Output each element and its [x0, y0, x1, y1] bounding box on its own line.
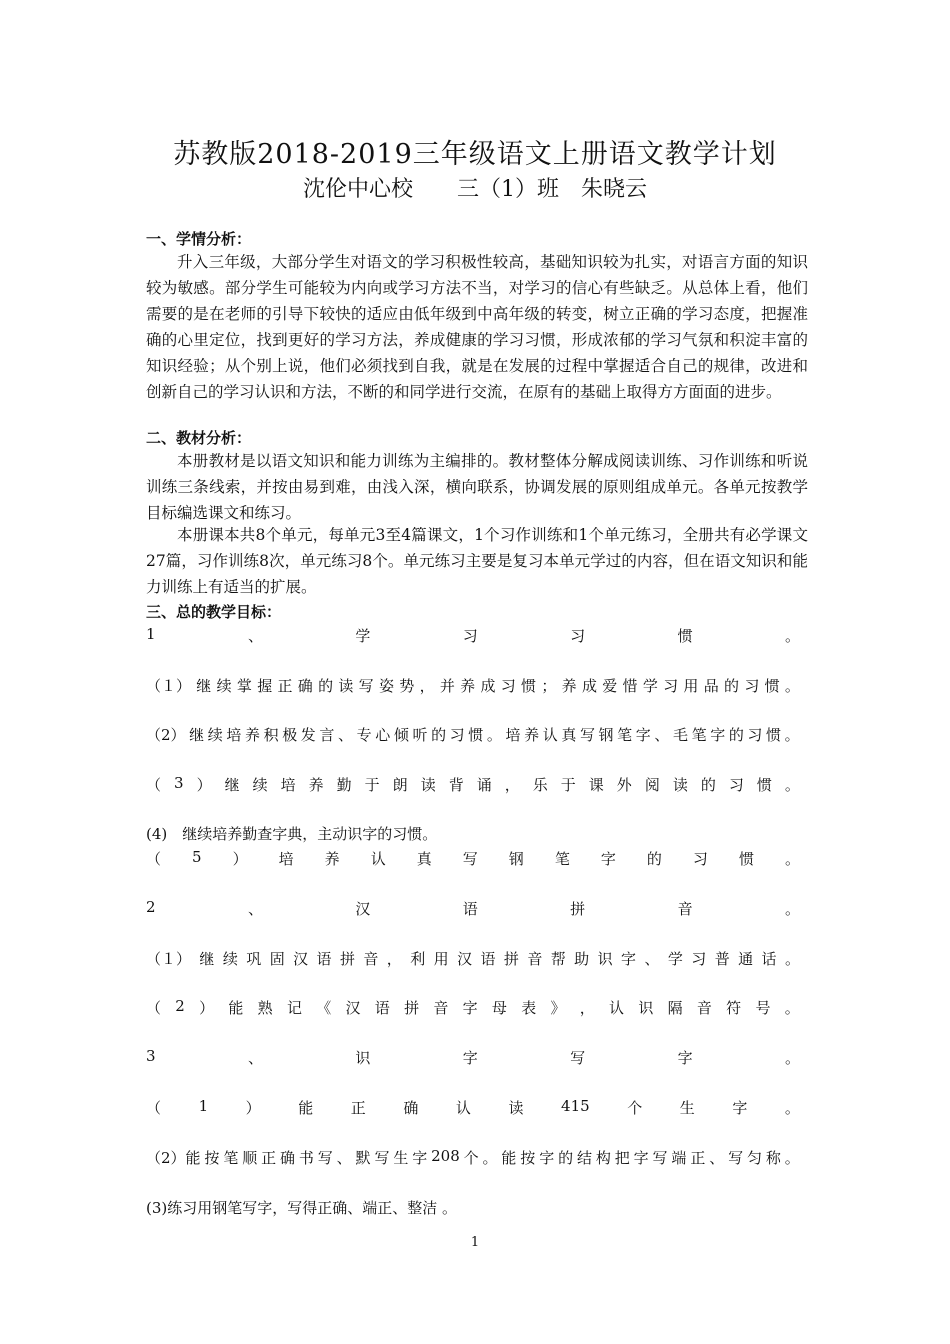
goal-token: 。: [784, 1099, 800, 1117]
goal-token: 笔: [691, 726, 707, 744]
goal-line: [146, 997, 800, 1018]
goal-token: 识: [638, 999, 654, 1017]
goal-token: 培: [505, 726, 521, 744]
goal-token: 继: [199, 950, 215, 968]
goal-token: 音: [433, 999, 449, 1017]
goal-token: 习: [728, 776, 744, 794]
goal-token: 、: [709, 1149, 725, 1167]
goal-token: 笔: [554, 850, 570, 868]
goal-token: 认: [609, 999, 625, 1017]
goal-token: 。: [486, 726, 502, 744]
goal-token: ，: [504, 776, 520, 794]
goal-token: ，: [419, 677, 435, 695]
goal-token: 的: [700, 776, 716, 794]
goal-token: 培: [226, 726, 242, 744]
goal-token: 成: [480, 677, 496, 695]
goal-line: (4) 继续培养勤查字典，主动识字的习惯。: [146, 825, 438, 843]
goal-token: 的: [646, 850, 662, 868]
goal-token: 、: [247, 627, 263, 645]
goal-token: 。: [784, 900, 800, 918]
goal-token: 学: [667, 950, 683, 968]
section-heading-1: 一、学情分析：: [146, 230, 252, 248]
goal-token: 读: [672, 776, 688, 794]
goal-token: 势: [399, 677, 415, 695]
goal-token: 极: [282, 726, 298, 744]
goal-token: 养: [324, 850, 340, 868]
goal-token: 品: [703, 677, 719, 695]
goal-token: 确: [403, 1099, 419, 1117]
goal-token: 写: [570, 1049, 586, 1067]
goal-token: 2: [175, 997, 185, 1015]
goal-token: 继: [196, 677, 212, 695]
goal-token: 。: [784, 627, 800, 645]
goal-token: 字: [732, 1099, 748, 1117]
goal-token: 字: [635, 726, 651, 744]
section-heading-2: 二、教材分析：: [146, 429, 252, 447]
goal-token: 。: [784, 776, 800, 794]
goal-token: 的: [724, 677, 740, 695]
goal-token: 表: [521, 999, 537, 1017]
goal-token: 音: [696, 999, 712, 1017]
goal-token: 。: [784, 726, 800, 744]
goal-token: 、: [338, 726, 354, 744]
goal-token: 字: [621, 950, 637, 968]
goal-token: 钢: [598, 726, 614, 744]
goal-line: [146, 948, 800, 969]
goal-line: [146, 1097, 800, 1118]
goal-token: 按: [520, 1149, 536, 1167]
goal-token: 用: [683, 677, 699, 695]
goal-token: 字: [633, 1149, 649, 1167]
goal-line: [146, 1147, 800, 1168]
goal-token: ）: [232, 850, 248, 868]
goal-token: 母: [491, 999, 507, 1017]
goal-token: 写: [579, 726, 595, 744]
goal-token: 号: [755, 999, 771, 1017]
goal-token: 称: [765, 1149, 781, 1167]
goal-token: 读: [508, 1099, 524, 1117]
goal-token: 。: [784, 1149, 800, 1167]
goal-token: 普: [714, 950, 730, 968]
goal-token: 学: [642, 677, 658, 695]
goal-token: 确: [279, 1149, 295, 1167]
goal-token: 续: [222, 950, 238, 968]
goal-token: 认: [370, 850, 386, 868]
goal-token: 正: [277, 677, 293, 695]
goal-token: 真: [561, 726, 577, 744]
goal-token: 书: [298, 1149, 314, 1167]
goal-token: 识: [597, 950, 613, 968]
goal-token: 巩: [246, 950, 262, 968]
goal-token: 习: [570, 627, 586, 645]
goal-token: 顺: [242, 1149, 258, 1167]
goal-token: 专: [356, 726, 372, 744]
goal-token: 毛: [672, 726, 688, 744]
goal-token: 字: [412, 1149, 428, 1167]
goal-token: 养: [308, 776, 324, 794]
goal-token: 姿: [378, 677, 394, 695]
goal-token: 习: [691, 950, 707, 968]
goal-token: 语: [480, 950, 496, 968]
goal-token: 习: [747, 726, 763, 744]
goal-token: 勤: [336, 776, 352, 794]
goal-token: 415: [561, 1097, 590, 1115]
goal-token: 字: [600, 850, 616, 868]
goal-token: 、: [247, 1049, 263, 1067]
goal-token: 3: [146, 1047, 156, 1065]
goal-token: 、: [247, 900, 263, 918]
goal-token: 握: [257, 677, 273, 695]
goal-token: ，: [386, 950, 402, 968]
goal-token: 通: [738, 950, 754, 968]
goal-token: 《: [316, 999, 332, 1017]
goal-line: [146, 774, 800, 795]
goal-token: 培: [278, 850, 294, 868]
goal-token: 拼: [404, 999, 420, 1017]
goal-token: 生: [393, 1149, 409, 1167]
goal-token: 养: [460, 677, 476, 695]
goal-token: 识: [355, 1049, 371, 1067]
goal-token: 读: [420, 776, 436, 794]
goal-token: 个: [463, 1149, 479, 1167]
goal-token: 习: [462, 627, 478, 645]
goal-token: 字: [539, 1149, 555, 1167]
goal-token: 字: [462, 1049, 478, 1067]
goal-token: 养: [524, 726, 540, 744]
goal-token: 于: [560, 776, 576, 794]
goal-line: [146, 898, 800, 919]
goal-token: 并: [439, 677, 455, 695]
goal-token: 习: [663, 677, 679, 695]
goal-token: 。: [784, 999, 800, 1017]
goal-token: 惯: [764, 677, 780, 695]
goal-token: 正: [261, 1149, 277, 1167]
goal-token: 助: [574, 950, 590, 968]
goal-token: 帮: [550, 950, 566, 968]
goal-token: 用: [433, 950, 449, 968]
goal-token: 写: [374, 1149, 390, 1167]
goal-token: 语: [462, 900, 478, 918]
goal-token: 语: [316, 950, 332, 968]
goal-token: 认: [455, 1099, 471, 1117]
goal-token: 笔: [617, 726, 633, 744]
goal-token: 发: [300, 726, 316, 744]
goal-token: 、: [654, 726, 670, 744]
goal-token: 惯: [738, 850, 754, 868]
goal-token: 爱: [602, 677, 618, 695]
goal-token: 写: [358, 677, 374, 695]
goal-token: （: [146, 1099, 162, 1117]
goal-token: 朗: [392, 776, 408, 794]
goal-token: 倾: [393, 726, 409, 744]
goal-token: 端: [671, 1149, 687, 1167]
goal-token: 。: [784, 1049, 800, 1067]
goal-line: [146, 848, 800, 869]
goal-token: 继: [189, 726, 205, 744]
goal-token: 习: [500, 677, 516, 695]
goal-line: (3)练习用钢笔写字，写得正确、端正、整洁 。: [146, 1199, 458, 1217]
goal-token: 读: [338, 677, 354, 695]
goal-token: 拼: [570, 900, 586, 918]
goal-token: 拼: [339, 950, 355, 968]
goal-line: [146, 1047, 800, 1068]
goal-token: 惜: [622, 677, 638, 695]
goal-line: [146, 724, 800, 745]
goal-token: ；: [541, 677, 557, 695]
goal-token: 能: [501, 1149, 517, 1167]
goal-token: 汉: [355, 900, 371, 918]
goal-token: 汉: [345, 999, 361, 1017]
goal-token: 1: [146, 625, 156, 643]
goal-token: （１）: [146, 950, 192, 968]
goal-token: 掌: [236, 677, 252, 695]
goal-token: 课: [588, 776, 604, 794]
goal-token: 学: [355, 627, 371, 645]
goal-token: 正: [690, 1149, 706, 1167]
goal-token: 个: [627, 1099, 643, 1117]
goal-token: 心: [375, 726, 391, 744]
goal-token: 听: [412, 726, 428, 744]
goal-token: 》: [550, 999, 566, 1017]
goal-token: 诵: [476, 776, 492, 794]
goal-token: 拼: [503, 950, 519, 968]
goal-token: 汉: [457, 950, 473, 968]
goal-token: 的: [431, 726, 447, 744]
goal-token: 字: [710, 726, 726, 744]
goal-token: 汉: [293, 950, 309, 968]
goal-token: 认: [542, 726, 558, 744]
goal-token: 乐: [532, 776, 548, 794]
goal-token: 惯: [756, 776, 772, 794]
goal-token: 熟: [257, 999, 273, 1017]
document-title: 苏教版2018-2019三年级语文上册语文教学计划: [173, 139, 777, 170]
goal-token: 构: [595, 1149, 611, 1167]
goal-token: 能: [298, 1099, 314, 1117]
goal-token: 写: [652, 1149, 668, 1167]
goal-token: 话: [761, 950, 777, 968]
goal-token: 续: [207, 726, 223, 744]
goal-token: 2: [146, 898, 156, 916]
goal-token: 能: [228, 999, 244, 1017]
document-subtitle: 沈伦中心校 三（1）班 朱晓云: [303, 177, 647, 202]
goal-token: 真: [416, 850, 432, 868]
goal-token: 固: [269, 950, 285, 968]
goal-token: 笔: [223, 1149, 239, 1167]
goal-token: 惯: [468, 726, 484, 744]
goal-token: 按: [204, 1149, 220, 1167]
goal-token: 结: [576, 1149, 592, 1167]
goal-token: 匀: [746, 1149, 762, 1167]
goal-token: 符: [726, 999, 742, 1017]
goal-token: 、: [336, 1149, 352, 1167]
goal-token: 惯: [677, 627, 693, 645]
goal-token: （１）: [146, 677, 192, 695]
goal-token: 208: [431, 1147, 460, 1165]
goal-token: 培: [280, 776, 296, 794]
goal-token: 。: [784, 677, 800, 695]
goal-token: 阅: [644, 776, 660, 794]
goal-token: 正: [350, 1099, 366, 1117]
goal-token: ）: [196, 776, 212, 794]
goal-token: 。: [482, 1149, 498, 1167]
goal-token: 音: [363, 950, 379, 968]
section-1-paragraph: 升入三年级，大部分学生对语文的学习积极性较高，基础知识较为扎实，对语言方面的知识较为敏感。部分学生可能较为内向或学习方法不当，对学习的信心有些缺乏。从总体上看，他们需要的是在老师的引导下较快的适应由低年级到中高年级的转变，树立正确的学习态度，把握准确的心里定位，找到更好的学习方法，养成健康的学习习惯，形成浓郁的学习气氛和积淀丰富的知识经验；从个别上说，他们必须找到自我，就是在发展的过程中掌握适合自己的规律，改进和创新自己的学习认识和方法，不断的和同学进行交流，在原有的基础上取得方方面面的进步。: [146, 253, 808, 401]
goal-token: 的: [558, 1149, 574, 1167]
goal-token: 1: [198, 1097, 209, 1115]
goal-token: ，: [579, 999, 595, 1017]
goal-token: （2）能: [146, 1149, 201, 1167]
goal-token: （: [146, 999, 162, 1017]
goal-token: （: [146, 776, 162, 794]
goal-token: 隔: [667, 999, 683, 1017]
goal-token: 3: [174, 774, 184, 792]
goal-token: 积: [263, 726, 279, 744]
goal-token: 的: [318, 677, 334, 695]
goal-token: 字: [677, 1049, 693, 1067]
goal-token: 记: [286, 999, 302, 1017]
goal-token: 继: [224, 776, 240, 794]
goal-token: 钢: [508, 850, 524, 868]
goal-token: 字: [462, 999, 478, 1017]
goal-token: 养: [561, 677, 577, 695]
goal-token: 音: [527, 950, 543, 968]
goal-token: ）: [245, 1099, 261, 1117]
goal-token: 5: [192, 848, 202, 866]
goal-token: 默: [355, 1149, 371, 1167]
page-number: 1: [470, 1235, 480, 1250]
section-2-paragraph-1: 本册教材是以语文知识和能力训练为主编排的。教材整体分解成阅读训练、习作训练和听说训练三条线索，并按由易到难，由浅入深，横向联系，协调发展的原则组成单元。各单元按教学目标编选课文和练习。: [146, 452, 808, 522]
section-2-paragraph-2: 本册课本共8个单元，每单元3至4篇课文，1个习作训练和1个单元练习，全册共有必学课文27篇，习作训练8次，单元练习8个。单元练习主要是复习本单元学过的内容，但在语文知识和能力训练上有适当的扩展。: [146, 526, 808, 596]
goal-token: 养: [244, 726, 260, 744]
goal-token: 把: [614, 1149, 630, 1167]
goal-line: [146, 625, 800, 646]
goal-token: 的: [728, 726, 744, 744]
goal-token: 续: [216, 677, 232, 695]
goal-token: 确: [297, 677, 313, 695]
goal-token: 。: [784, 950, 800, 968]
goal-token: 惯: [521, 677, 537, 695]
goal-token: 习: [692, 850, 708, 868]
goal-token: 生: [679, 1099, 695, 1117]
goal-token: 、: [644, 950, 660, 968]
goal-token: 外: [616, 776, 632, 794]
goal-token: 背: [448, 776, 464, 794]
section-heading-3: 三、总的教学目标：: [146, 603, 282, 621]
goal-token: 言: [319, 726, 335, 744]
goal-token: （: [146, 850, 162, 868]
goal-token: 写: [728, 1149, 744, 1167]
goal-token: 语: [374, 999, 390, 1017]
goal-token: 习: [744, 677, 760, 695]
goal-token: 习: [449, 726, 465, 744]
goal-token: ）: [199, 999, 215, 1017]
goal-token: 惯: [766, 726, 782, 744]
goal-line: [146, 675, 800, 696]
goal-token: 利: [410, 950, 426, 968]
goal-token: 写: [462, 850, 478, 868]
goal-token: 写: [317, 1149, 333, 1167]
goal-token: 。: [784, 850, 800, 868]
goal-token: 音: [677, 900, 693, 918]
goal-token: （2）: [146, 726, 186, 744]
goal-token: 于: [364, 776, 380, 794]
goal-token: 成: [581, 677, 597, 695]
goal-token: 续: [252, 776, 268, 794]
